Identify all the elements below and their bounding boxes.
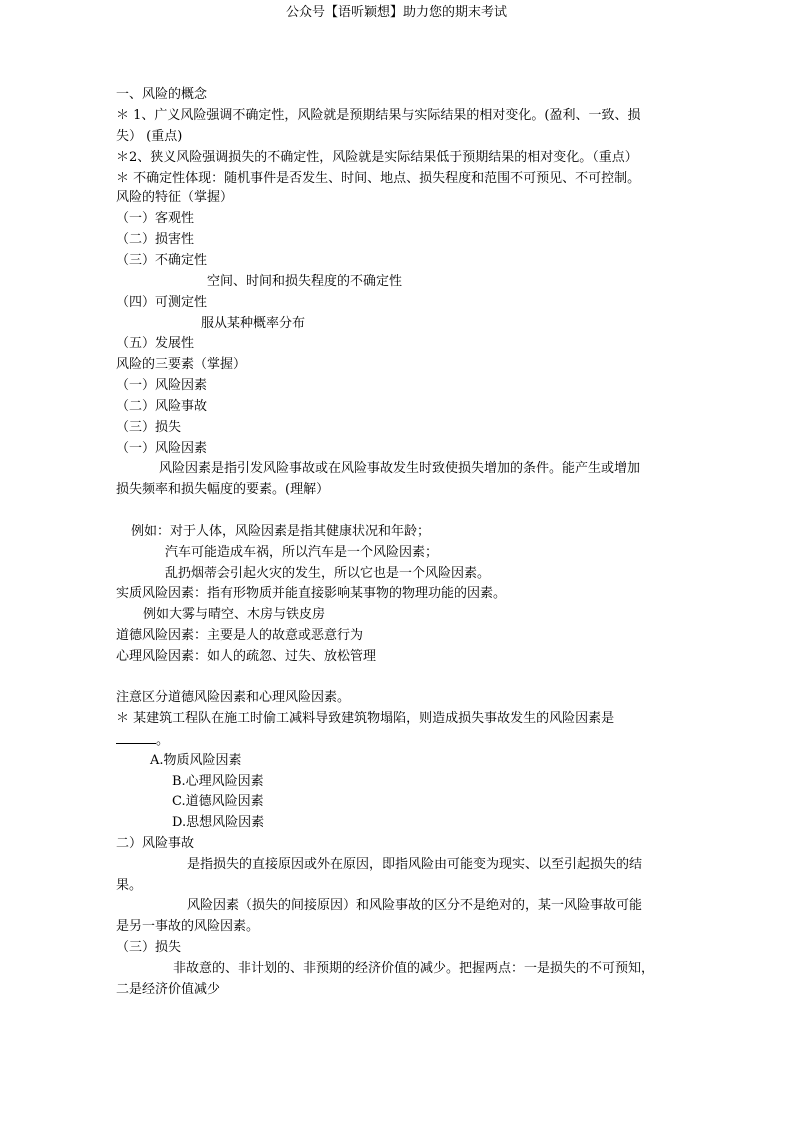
- text-line: ＊ 1、广义风险强调不确定性，风险就是预期结果与实际结果的相对变化。(盈利、一致、损: [116, 108, 641, 123]
- section-title-three-elements: 风险的三要素（掌握）: [116, 357, 247, 372]
- list-item: （三）损失: [116, 420, 182, 435]
- paragraph-line: 非故意的、非计划的、非预期的经济价值的减少。把握两点：一是损失的不可预知，: [173, 961, 655, 976]
- option-c: C.道德风险因素: [172, 794, 264, 809]
- list-item-detail: 空间、时间和损失程度的不确定性: [207, 274, 403, 289]
- subsection-title: （三）损失: [116, 940, 182, 955]
- answer-blank: [116, 731, 156, 744]
- list-item: （一）客观性: [116, 211, 195, 226]
- subsection-title: 二）风险事故: [116, 836, 195, 851]
- option-b: B.心理风险因素: [172, 774, 264, 789]
- paragraph-line: 风险因素是指引发风险事故或在风险事故发生时致使损失增加的条件。能产生或增加: [159, 461, 641, 476]
- list-item: （二）损害性: [116, 232, 195, 247]
- list-item: （四）可测定性: [116, 295, 208, 310]
- option-a: A.物质风险因素: [150, 753, 242, 768]
- paragraph-line: 风险因素（损失的间接原因）和风险事故的区分不是绝对的，某一风险事故可能: [187, 898, 643, 913]
- subsection-title: （一）风险因素: [116, 441, 208, 456]
- paragraph-line: 二是经济价值减少: [116, 982, 221, 997]
- example-line: 乱扔烟蒂会引起火灾的发生，所以它也是一个风险因素。: [165, 566, 491, 581]
- list-item: （二）风险事故: [116, 399, 208, 414]
- example-line: 例如大雾与晴空、木房与铁皮房: [143, 607, 326, 622]
- section-title-risk-concept: 一、风险的概念: [116, 87, 208, 102]
- definition-line: 心理风险因素：如人的疏忽、过失、放松管理: [116, 649, 377, 664]
- option-d: D.思想风险因素: [172, 815, 265, 830]
- example-line: 例如：对于人体，风险因素是指其健康状况和年龄；: [131, 524, 431, 539]
- list-item: （五）发展性: [116, 336, 195, 351]
- text-line: ＊ 不确定性体现：随机事件是否发生、时间、地点、损失程度和范围不可预见、不可控制。: [116, 171, 641, 186]
- list-item: （一）风险因素: [116, 378, 208, 393]
- definition-line: 实质风险因素：指有形物质并能直接影响某事物的物理功能的因素。: [116, 586, 507, 601]
- definition-line: 道德风险因素：主要是人的故意或恶意行为: [116, 628, 364, 643]
- text-line: ＊2、狭义风险强调损失的不确定性，风险就是实际结果低于预期结果的相对变化。（重点）: [116, 150, 638, 165]
- question-blank-period: 。: [156, 733, 170, 748]
- paragraph-line: 损失频率和损失幅度的要素。(理解）: [116, 482, 330, 497]
- question-stem: ＊ 某建筑工程队在施工时偷工减料导致建筑物塌陷，则造成损失事故发生的风险因素是: [116, 711, 615, 726]
- question-blank-line: [116, 731, 169, 750]
- paragraph-line: 是另一事故的风险因素。: [116, 919, 260, 934]
- note-line: 注意区分道德风险因素和心理风险因素。: [116, 690, 351, 705]
- section-title-risk-features: 风险的特征（掌握）: [116, 190, 234, 205]
- list-item-detail: 服从某种概率分布: [201, 316, 306, 331]
- text-line: 失） (重点): [116, 129, 183, 144]
- list-item: （三）不确定性: [116, 253, 208, 268]
- example-line: 汽车可能造成车祸，所以汽车是一个风险因素；: [165, 545, 439, 560]
- page-header: 公众号【语听颖想】助力您的期末考试: [285, 5, 507, 20]
- paragraph-line: 是指损失的直接原因或外在原因，即指风险由可能变为现实、以至引起损失的结: [187, 857, 643, 872]
- paragraph-line: 果。: [116, 878, 143, 893]
